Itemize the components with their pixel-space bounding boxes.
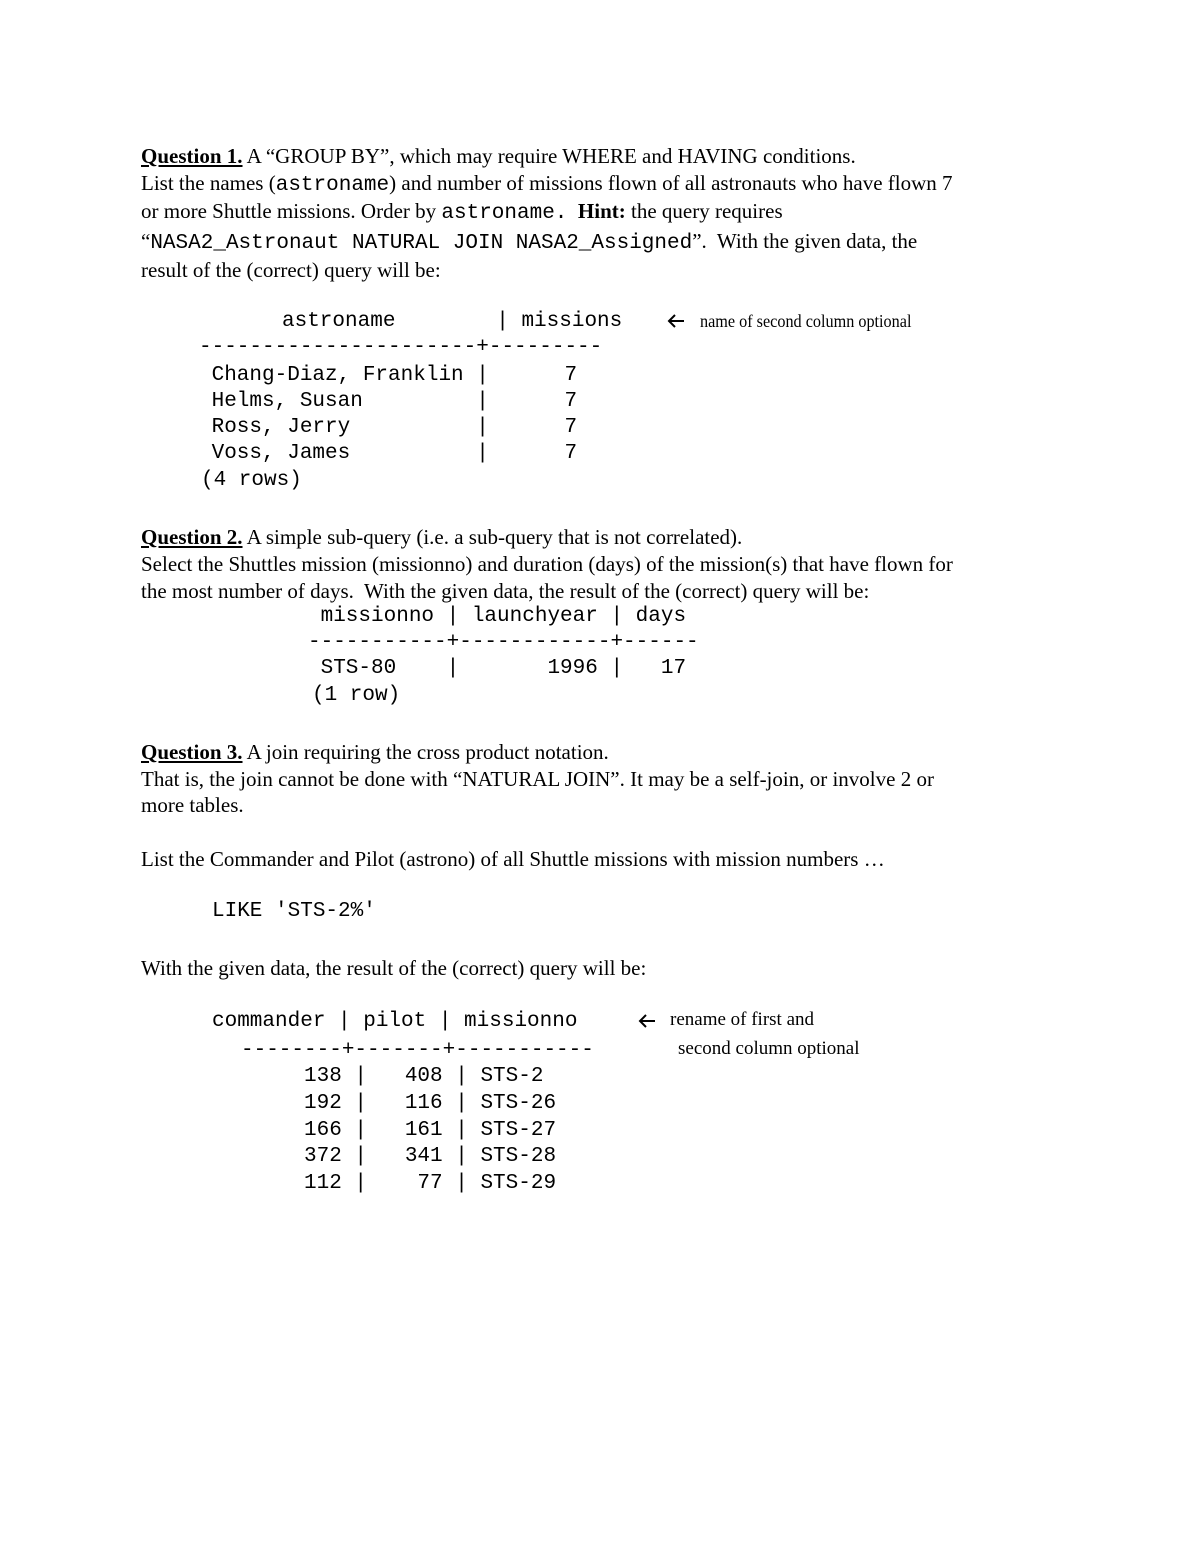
q1-table-rule: ----------------------+--------- bbox=[199, 336, 603, 359]
left-arrow-icon bbox=[666, 313, 686, 329]
q3-intro: A join requiring the cross product notation. bbox=[242, 740, 609, 764]
q3-table-header: commander | pilot | missionno bbox=[212, 1010, 578, 1033]
q2-table-header: missionno | launchyear | days bbox=[308, 605, 687, 628]
q1-row-count: (4 rows) bbox=[201, 469, 302, 492]
code: astroname. bbox=[441, 202, 568, 225]
q1-line-5: result of the (correct) query will be: bbox=[141, 258, 441, 282]
q3-line-3: more tables. bbox=[141, 793, 244, 817]
q1-line-4 bbox=[141, 228, 917, 257]
q3-heading: Question 3. bbox=[141, 740, 243, 764]
q3-line-5: With the given data, the result of the (correct) query will be: bbox=[141, 956, 647, 980]
q2-title-line bbox=[141, 524, 742, 551]
q2-intro: A simple sub-query (i.e. a sub-query that is not correlated). bbox=[242, 525, 743, 549]
q1-heading: Question 1. bbox=[141, 144, 243, 168]
text: ”. With the given data, the bbox=[692, 229, 918, 253]
q1-line-2 bbox=[141, 170, 953, 199]
q3-line-4: List the Commander and Pilot (astrono) of all Shuttle missions with mission numbers … bbox=[141, 847, 885, 871]
text: the query requires bbox=[625, 199, 783, 223]
text: or more Shuttle missions. Order by bbox=[141, 199, 442, 223]
q2-heading: Question 2. bbox=[141, 525, 243, 549]
q1-intro: A “GROUP BY”, which may require WHERE and HAVING conditions. bbox=[242, 144, 856, 168]
q2-table-rule: -----------+------------+------ bbox=[308, 631, 699, 654]
hint-label: Hint: bbox=[577, 199, 626, 223]
text: List the names ( bbox=[141, 171, 276, 195]
code: astroname bbox=[275, 174, 390, 197]
q3-table-note-2: second column optional bbox=[678, 1038, 860, 1059]
left-arrow-icon bbox=[637, 1013, 657, 1029]
table-row: 372 | 341 | STS-28 bbox=[241, 1145, 557, 1168]
q2-line-3: the most number of days. With the given data, the result of the (correct) query will be: bbox=[141, 579, 870, 603]
q1-line-3 bbox=[141, 198, 783, 227]
q2-line-2: Select the Shuttles mission (missionno) and duration (days) of the mission(s) that have flown for bbox=[141, 552, 953, 576]
q3-line-2: That is, the join cannot be done with “NATURAL JOIN”. It may be a self-join, or involve 2 or bbox=[141, 767, 934, 791]
q1-table-header: astroname | missions bbox=[282, 310, 623, 333]
text: “ bbox=[141, 229, 151, 253]
q3-like-clause: LIKE 'STS-2%' bbox=[212, 900, 376, 923]
q3-table-rule: --------+-------+----------- bbox=[241, 1039, 594, 1062]
q3-title-line bbox=[141, 739, 609, 766]
table-row: Voss, James | 7 bbox=[199, 442, 578, 465]
table-row: 166 | 161 | STS-27 bbox=[241, 1119, 557, 1142]
q2-row-count: (1 row) bbox=[312, 684, 401, 707]
table-row: Chang-Diaz, Franklin | 7 bbox=[199, 364, 578, 387]
q1-title-line bbox=[141, 143, 856, 170]
table-row: 192 | 116 | STS-26 bbox=[241, 1092, 557, 1115]
table-row: Ross, Jerry | 7 bbox=[199, 416, 578, 439]
q3-table-note-1: rename of first and bbox=[670, 1009, 815, 1030]
table-row: STS-80 | 1996 | 17 bbox=[308, 657, 687, 680]
text: ) and number of missions flown of all astronauts who have flown 7 bbox=[389, 171, 953, 195]
code: NASA2_Astronaut NATURAL JOIN NASA2_Assigned bbox=[150, 232, 693, 255]
table-row: 138 | 408 | STS-2 bbox=[241, 1065, 544, 1088]
q1-table-note: name of second column optional bbox=[700, 311, 912, 331]
table-row: 112 | 77 | STS-29 bbox=[241, 1172, 557, 1195]
table-row: Helms, Susan | 7 bbox=[199, 390, 578, 413]
